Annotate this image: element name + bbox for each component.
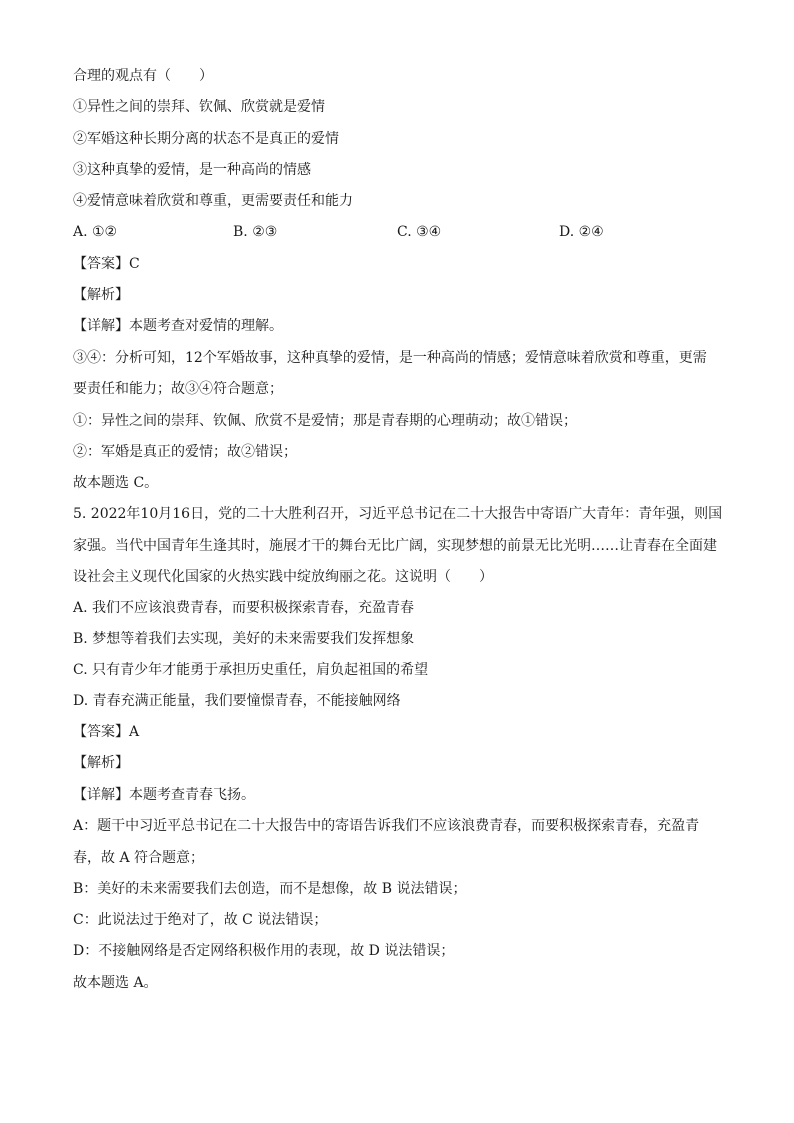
- q4-option-c: C. ③④: [397, 224, 442, 240]
- q4-item-4: ④爱情意味着欣赏和尊重，更需要责任和能力: [73, 193, 353, 209]
- q4-explain-2: ①：异性之间的崇拜、钦佩、欣赏不是爱情；那是青春期的心理萌动；故①错误；: [73, 413, 577, 429]
- q4-explain-1b: 要责任和能力；故③④符合题意；: [73, 381, 283, 397]
- q5-analysis-label: 【解析】: [73, 755, 129, 771]
- q5-option-d: D. 青春充满正能量，我们要憧憬青春，不能接触网络: [73, 693, 401, 709]
- q5-option-a: A. 我们不应该浪费青春，而要积极探索青春，充盈青春: [73, 600, 415, 616]
- q4-explain-3: ②：军婚是真正的爱情；故②错误；: [73, 444, 297, 460]
- q5-option-c: C. 只有青少年才能勇于承担历史重任，肩负起祖国的希望: [73, 662, 429, 678]
- q4-stem-tail: 合理的观点有（ ）: [73, 68, 213, 84]
- q5-stem-2: 家强。当代中国青年生逢其时，施展才干的舞台无比广阔，实现梦想的前景无比光明……让青春在全面建: [73, 538, 717, 554]
- q4-analysis-label: 【解析】: [73, 287, 129, 303]
- q5-explain-d: D：不接触网络是否定网络积极作用的表现，故 D 说法错误；: [73, 943, 455, 959]
- q4-explain-1a: ③④：分析可知，12个军婚故事，这种真挚的爱情，是一种高尚的情感；爱情意味着欣赏和尊重，更需: [73, 350, 707, 366]
- q4-item-3: ③这种真挚的爱情，是一种高尚的情感: [73, 162, 311, 178]
- q5-explain-a2: 春，故 A 符合题意；: [73, 850, 205, 866]
- q5-explain-c: C：此说法过于绝对了，故 C 说法错误；: [73, 912, 328, 928]
- q4-item-1: ①异性之间的崇拜、钦佩、欣赏就是爱情: [73, 99, 325, 115]
- q5-stem-1: 5. 2022年10月16日，党的二十大胜利召开，习近平总书记在二十大报告中寄语广大青年：青年强，则国: [73, 506, 723, 522]
- q4-answer: 【答案】C: [73, 256, 140, 272]
- q4-option-d: D. ②④: [559, 224, 604, 240]
- q4-conclusion: 故本题选 C。: [73, 475, 159, 491]
- q5-option-b: B. 梦想等着我们去实现，美好的未来需要我们发挥想象: [73, 631, 415, 647]
- q5-explain-b: B：美好的未来需要我们去创造，而不是想像，故 B 说法错误；: [73, 881, 467, 897]
- q5-stem-3: 设社会主义现代化国家的火热实践中绽放绚丽之花。这说明（ ）: [73, 569, 493, 585]
- q5-explain-a1: A：题干中习近平总书记在二十大报告中的寄语告诉我们不应该浪费青春，而要积极探索青春，充盈青: [73, 818, 700, 834]
- q5-detail: 【详解】本题考查青春飞扬。: [73, 787, 255, 803]
- q5-conclusion: 故本题选 A。: [73, 975, 158, 991]
- q4-option-b: B. ②③: [233, 224, 278, 240]
- q4-option-a: A. ①②: [73, 224, 118, 240]
- q4-item-2: ②军婚这种长期分离的状态不是真正的爱情: [73, 131, 339, 147]
- q4-detail: 【详解】本题考查对爱情的理解。: [73, 318, 283, 334]
- q5-answer: 【答案】A: [73, 724, 140, 740]
